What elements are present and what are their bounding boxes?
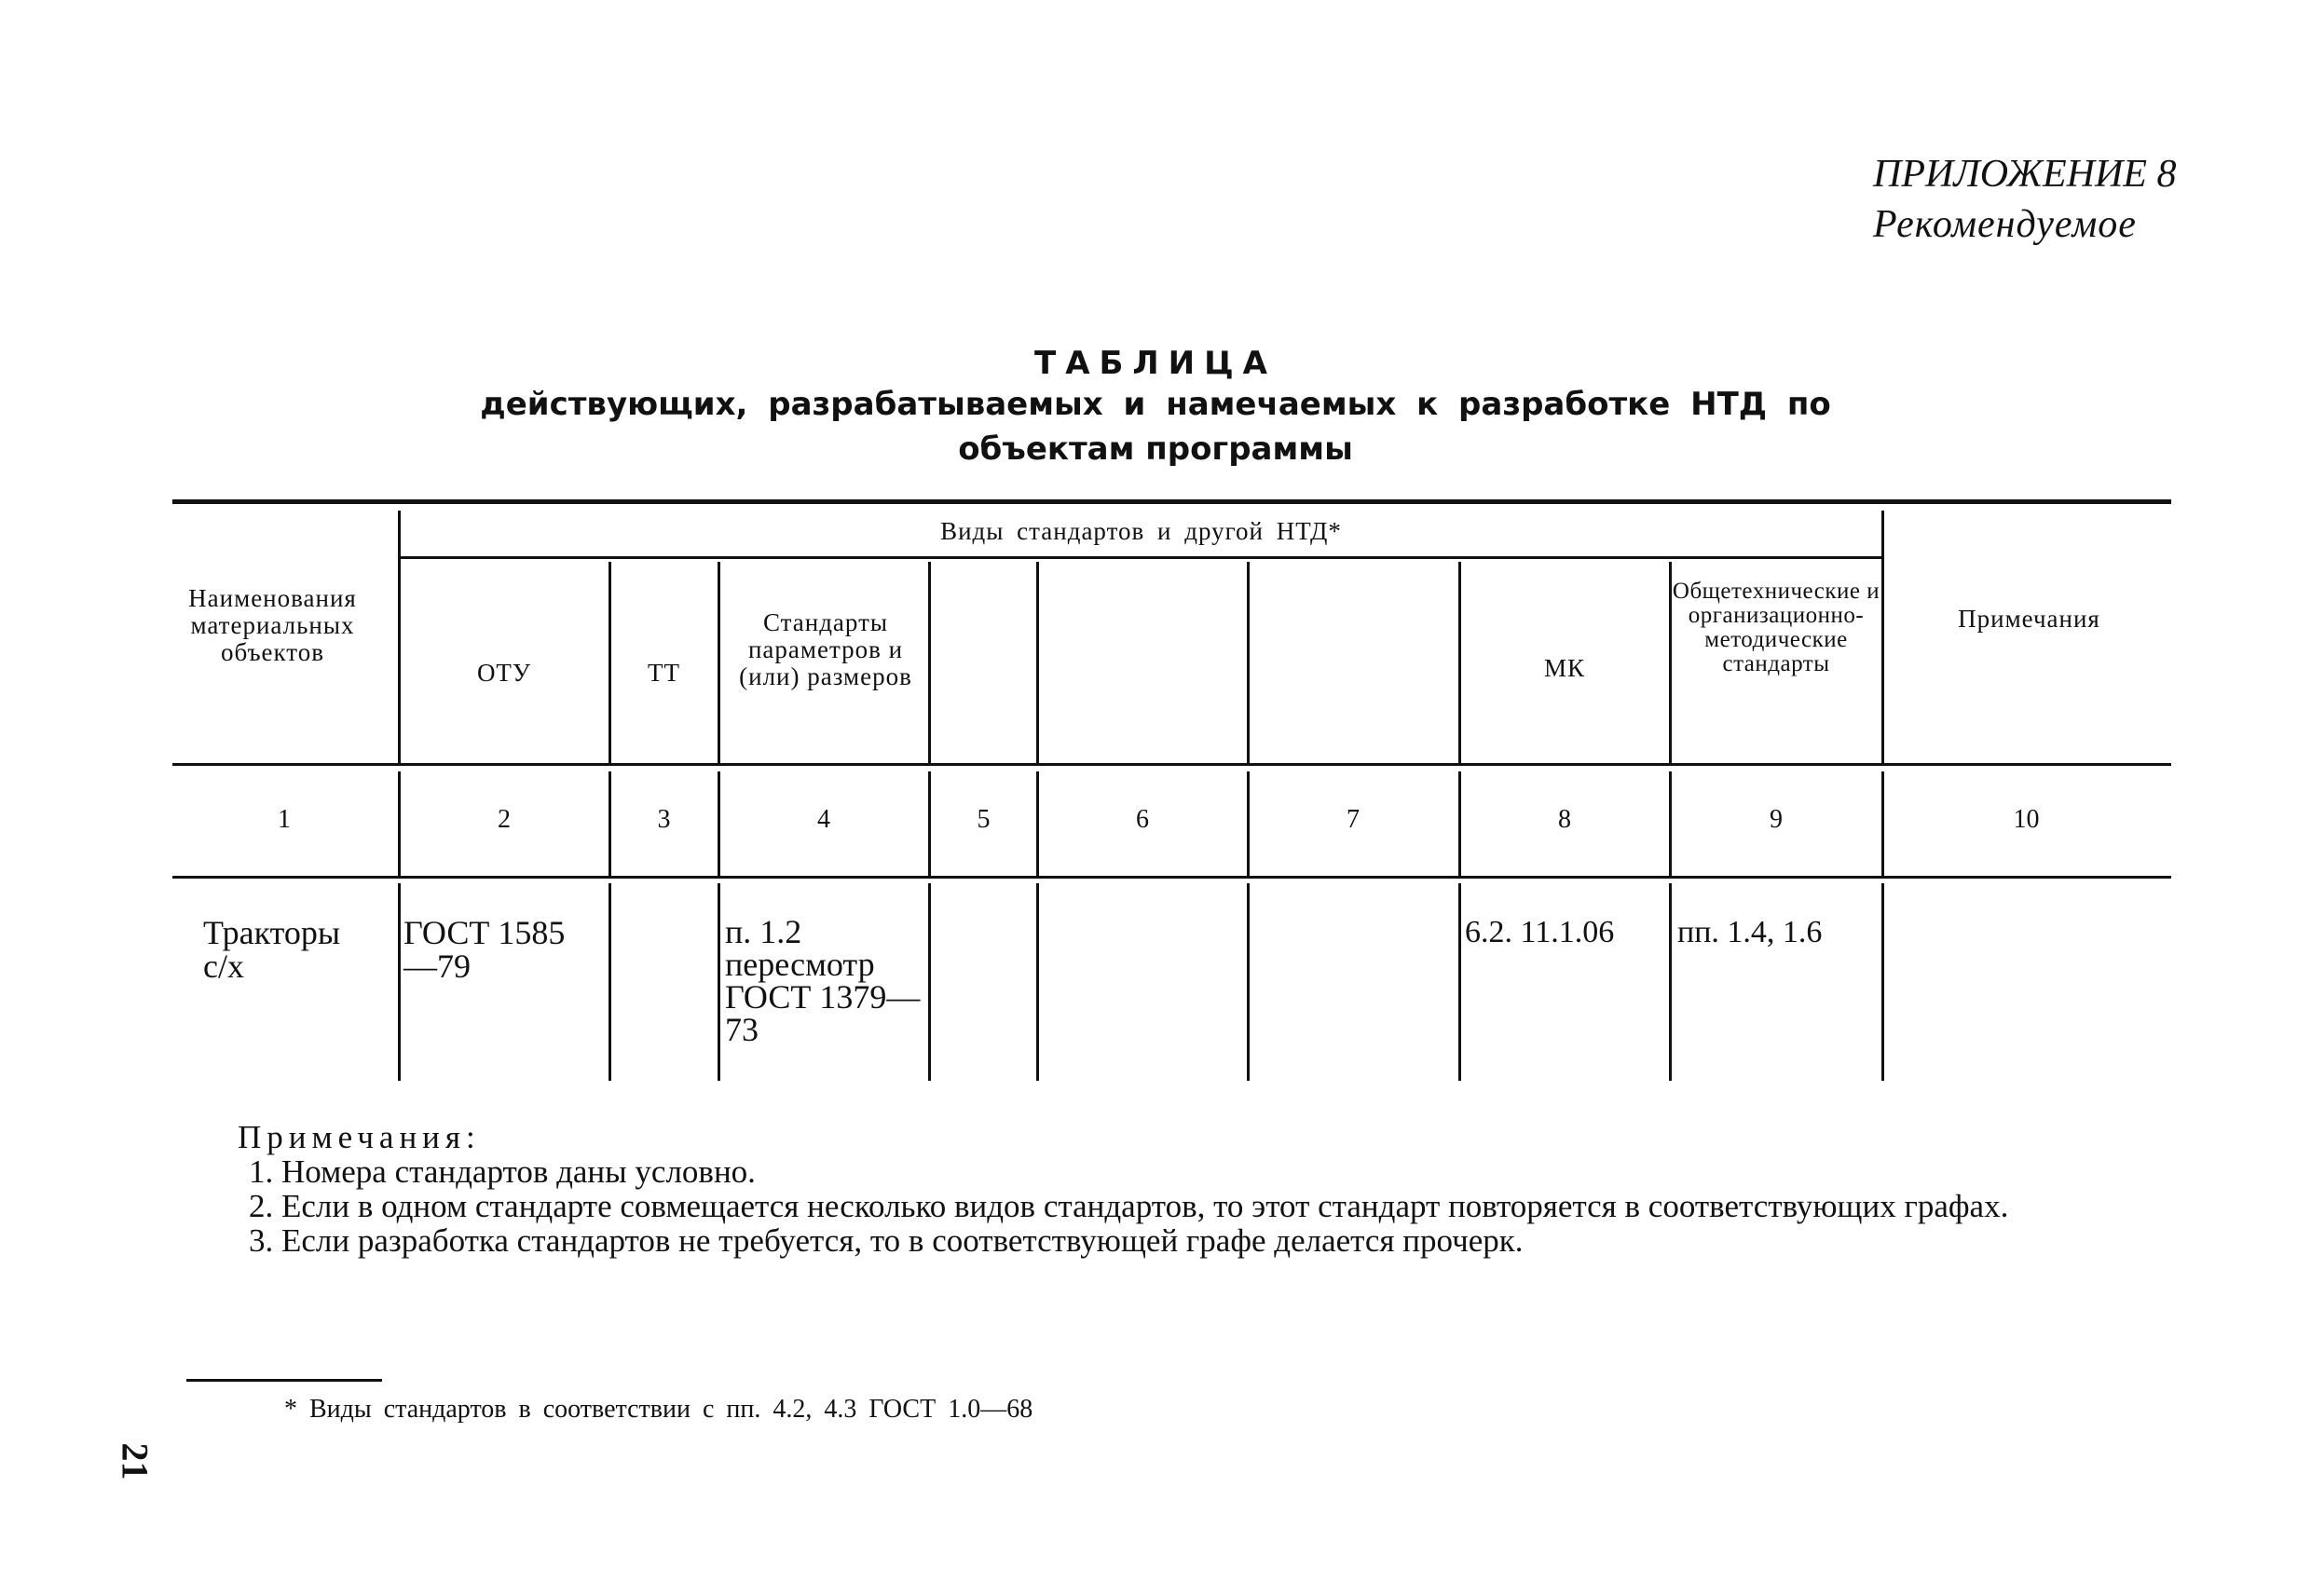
col-number: 8 [1558,805,1571,834]
col-header-mk: МК [1543,654,1586,682]
col-number: 6 [1136,805,1149,834]
col-number: 7 [1347,805,1360,834]
vline-body-2 [609,883,611,1081]
row-mk-value: 6.2. 11.1.06 [1465,915,1615,949]
note-item: 3. Если разработка стандартов не требуется, то в соответствующей графе делается прочерк. [249,1222,1524,1259]
col-header-otu: ОТУ [476,659,532,687]
page-number: 21 [114,1442,157,1480]
notes-heading: Примечания: [238,1119,481,1155]
col-number: 4 [817,805,830,834]
vline-body-9 [1881,883,1884,1081]
col-number: 3 [657,805,671,834]
vline-body-7 [1458,883,1461,1081]
vline-5 [1036,562,1039,764]
row-otu-value: ГОСТ 1585—79 [403,914,566,985]
col-header-notes: Примечания [1958,605,2100,633]
col-number: 2 [498,805,511,834]
header-bottom-rule [172,763,2171,766]
row-general-value: пп. 1.4, 1.6 [1677,915,1823,949]
footnote-rule [186,1379,382,1382]
vline-body-5 [1036,883,1039,1081]
table-top-rule [172,499,2171,504]
vline-6 [1247,562,1250,764]
vline-body-3 [718,883,720,1081]
col-number: 5 [977,805,991,834]
row-params-value: п. 1.2 пересмотр ГОСТ 1379—73 [725,913,921,1048]
vline-9 [1881,511,1884,764]
group-header-rule [399,556,1882,559]
note-item: 2. Если в одном стандарте совмещается несколько видов стандартов, то этот стандарт повторяется в соответствующих графах. [249,1188,2009,1224]
col-number: 10 [2013,805,2040,834]
row-object-name: Тракторы с/х [203,914,341,985]
group-header-standards: Виды стандартов и другой НТД* [940,517,1342,545]
vline-body-8 [1669,883,1672,1081]
vline-body-4 [928,883,931,1081]
numbers-bottom-rule [172,876,2171,879]
col-header-general: Общетехнические и организационно-методические стандарты [1672,579,1880,676]
vline-1 [398,511,401,764]
vline-body-6 [1247,883,1250,1081]
table-subtitle-line2: объектам программы [958,430,1353,468]
col-number: 1 [278,805,291,834]
vline-body-1 [398,883,401,1081]
footnote: * Виды стандартов в соответствии с пп. 4.2, 4.3 ГОСТ 1.0—68 [284,1395,1033,1424]
notes-block [191,1120,2185,1258]
appendix-status: Рекомендуемое [1873,203,2137,246]
col-header-params: Стандарты параметров и (или) размеров [739,608,912,690]
col-header-objects: Наименования материальных объектов [188,584,357,666]
table-title: ТАБЛИЦА [1034,345,1277,382]
vline-3 [718,562,720,764]
col-header-tt: ТТ [648,659,680,687]
col-number: 9 [1770,805,1783,834]
note-item: 1. Номера стандартов даны условно. [249,1153,756,1190]
appendix-number: ПРИЛОЖЕНИЕ 8 [1873,153,2177,196]
table-subtitle-line1: действующих, разрабатываемых и намечаемых к разработке НТД по [480,386,1831,423]
vline-4 [928,562,931,764]
